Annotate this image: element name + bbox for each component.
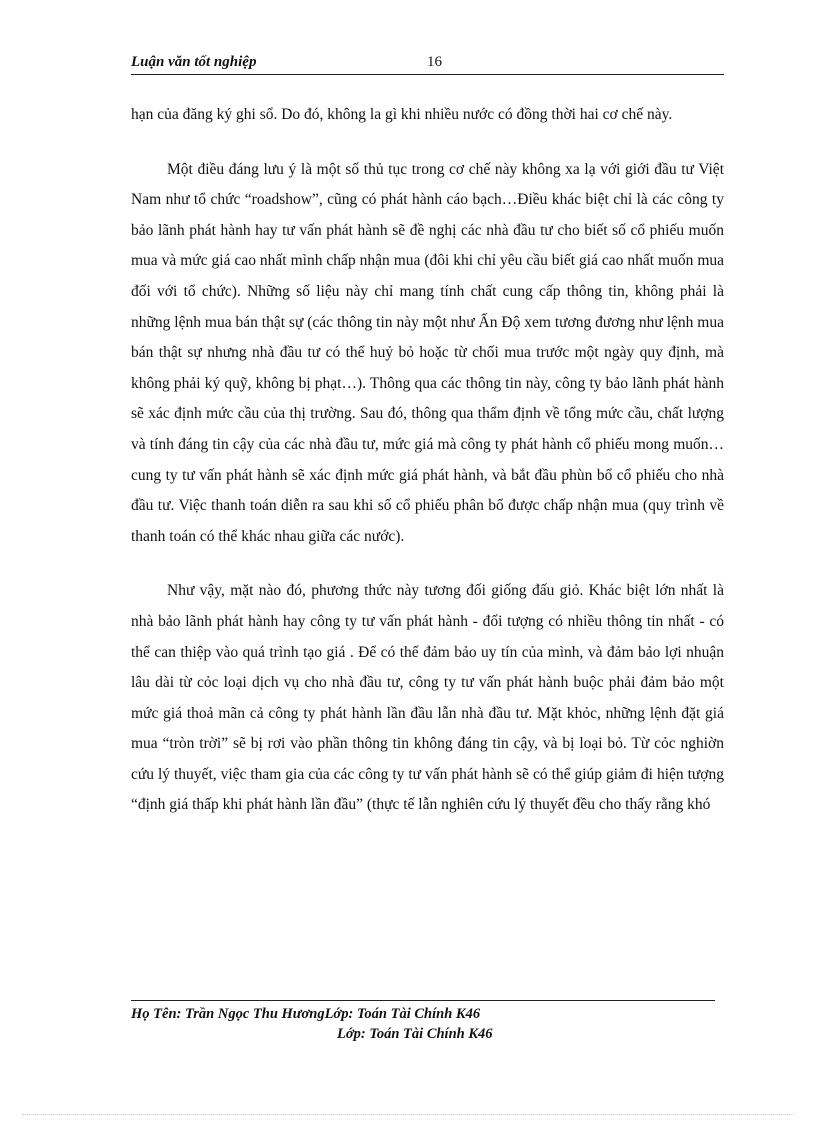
paragraph: Như vậy, mặt nào đó, phương thức này tương đối giống đấu giỏ. Khác biệt lớn nhất là nhà bảo lãnh phát hành hay công ty tư vấn phát hành - đối tượng có nhiều thông tin nhất - có thể can thiệp vào quá trình tạo giá . Để có thể đảm bảo uy tín của mình, và đảm bảo lợi nhuận lâu dài từ cỏc loại dịch vụ cho nhà đầu tư, công ty tư vấn phát hành buộc phải đảm bảo một mức giá thoả mãn cả công ty phát hành lần đầu lẫn nhà đầu tư. Mặt khỏc, những lệnh đặt giá mua “tròn trời” sẽ bị rơi vào phần thông tin không đáng tin cậy, và bị loại bỏ. Từ cỏc nghiờn cứu lý thuyết, việc tham gia của các công ty tư vấn phát hành sẽ có thể giúp giảm đi hiện tượng “định giá thấp khi phát hành lần đầu” (thực tế lẫn nghiên cứu lý thuyết đều cho thấy rằng khó <box>131 582 724 814</box>
paragraph: Một điều đáng lưu ý là một số thủ tục trong cơ chế này không xa lạ với giới đầu tư Việt Nam như tổ chức “roadshow”, cũng có phát hành cáo bạch…Điều khác biệt chỉ là các công ty bảo lãnh phát hành hay tư vấn phát hành sẽ đề nghị các nhà đầu tư cho biết số cổ phiếu muốn mua và mức giá cao nhất mình chấp nhận mua (đôi khi chỉ yêu cầu biết giá cao nhất muốn mua đối với tổ chức). Những số liệu này chỉ mang tính chất cung cấp thông tin, không phải là những lệnh mua bán thật sự (các thông tin này một như Ấn Độ xem tương đương như lệnh mua bán thật sự nhưng nhà đầu tư có thể huỷ bỏ hoặc từ chối mua trước một ngày quy định, mà không phải ký quỹ, không bị phạt…). Thông qua các thông tin này, công ty bảo lãnh phát hành sẽ xác định mức cầu của thị trường. Sau đó, thông qua thẩm định về tổng mức cầu, chất lượng và tính đáng tin cậy của các nhà đầu tư, mức giá mà công ty phát hành cổ phiếu mong muốn…cung ty tư vấn phát hành sẽ xác định mức giá phát hành, và bắt đầu phùn bổ cổ phiếu cho nhà đầu tư. Việc thanh toán diễn ra sau khi số cổ phiếu phân bổ được chấp nhận mua (quy trình về thanh toán có thể khác nhau giữa các nước). <box>131 160 724 545</box>
thesis-title: Luận văn tốt nghiệp <box>131 54 257 70</box>
class-line: Lớp: Toán Tài Chính K46 <box>337 1026 493 1042</box>
page-boundary-divider <box>22 1114 794 1115</box>
paragraph: hạn của đăng ký ghi sổ. Do đó, không la gì khi nhiều nước có đồng thời hai cơ chế này. <box>131 106 673 123</box>
author-line: Họ Tên: Trần Ngọc Thu HươngLớp: Toán Tài Chính K46 <box>131 1006 481 1022</box>
page-header <box>131 52 724 75</box>
document-body <box>131 100 724 821</box>
page-number: 16 <box>427 54 442 70</box>
page-footer <box>131 1000 715 1042</box>
